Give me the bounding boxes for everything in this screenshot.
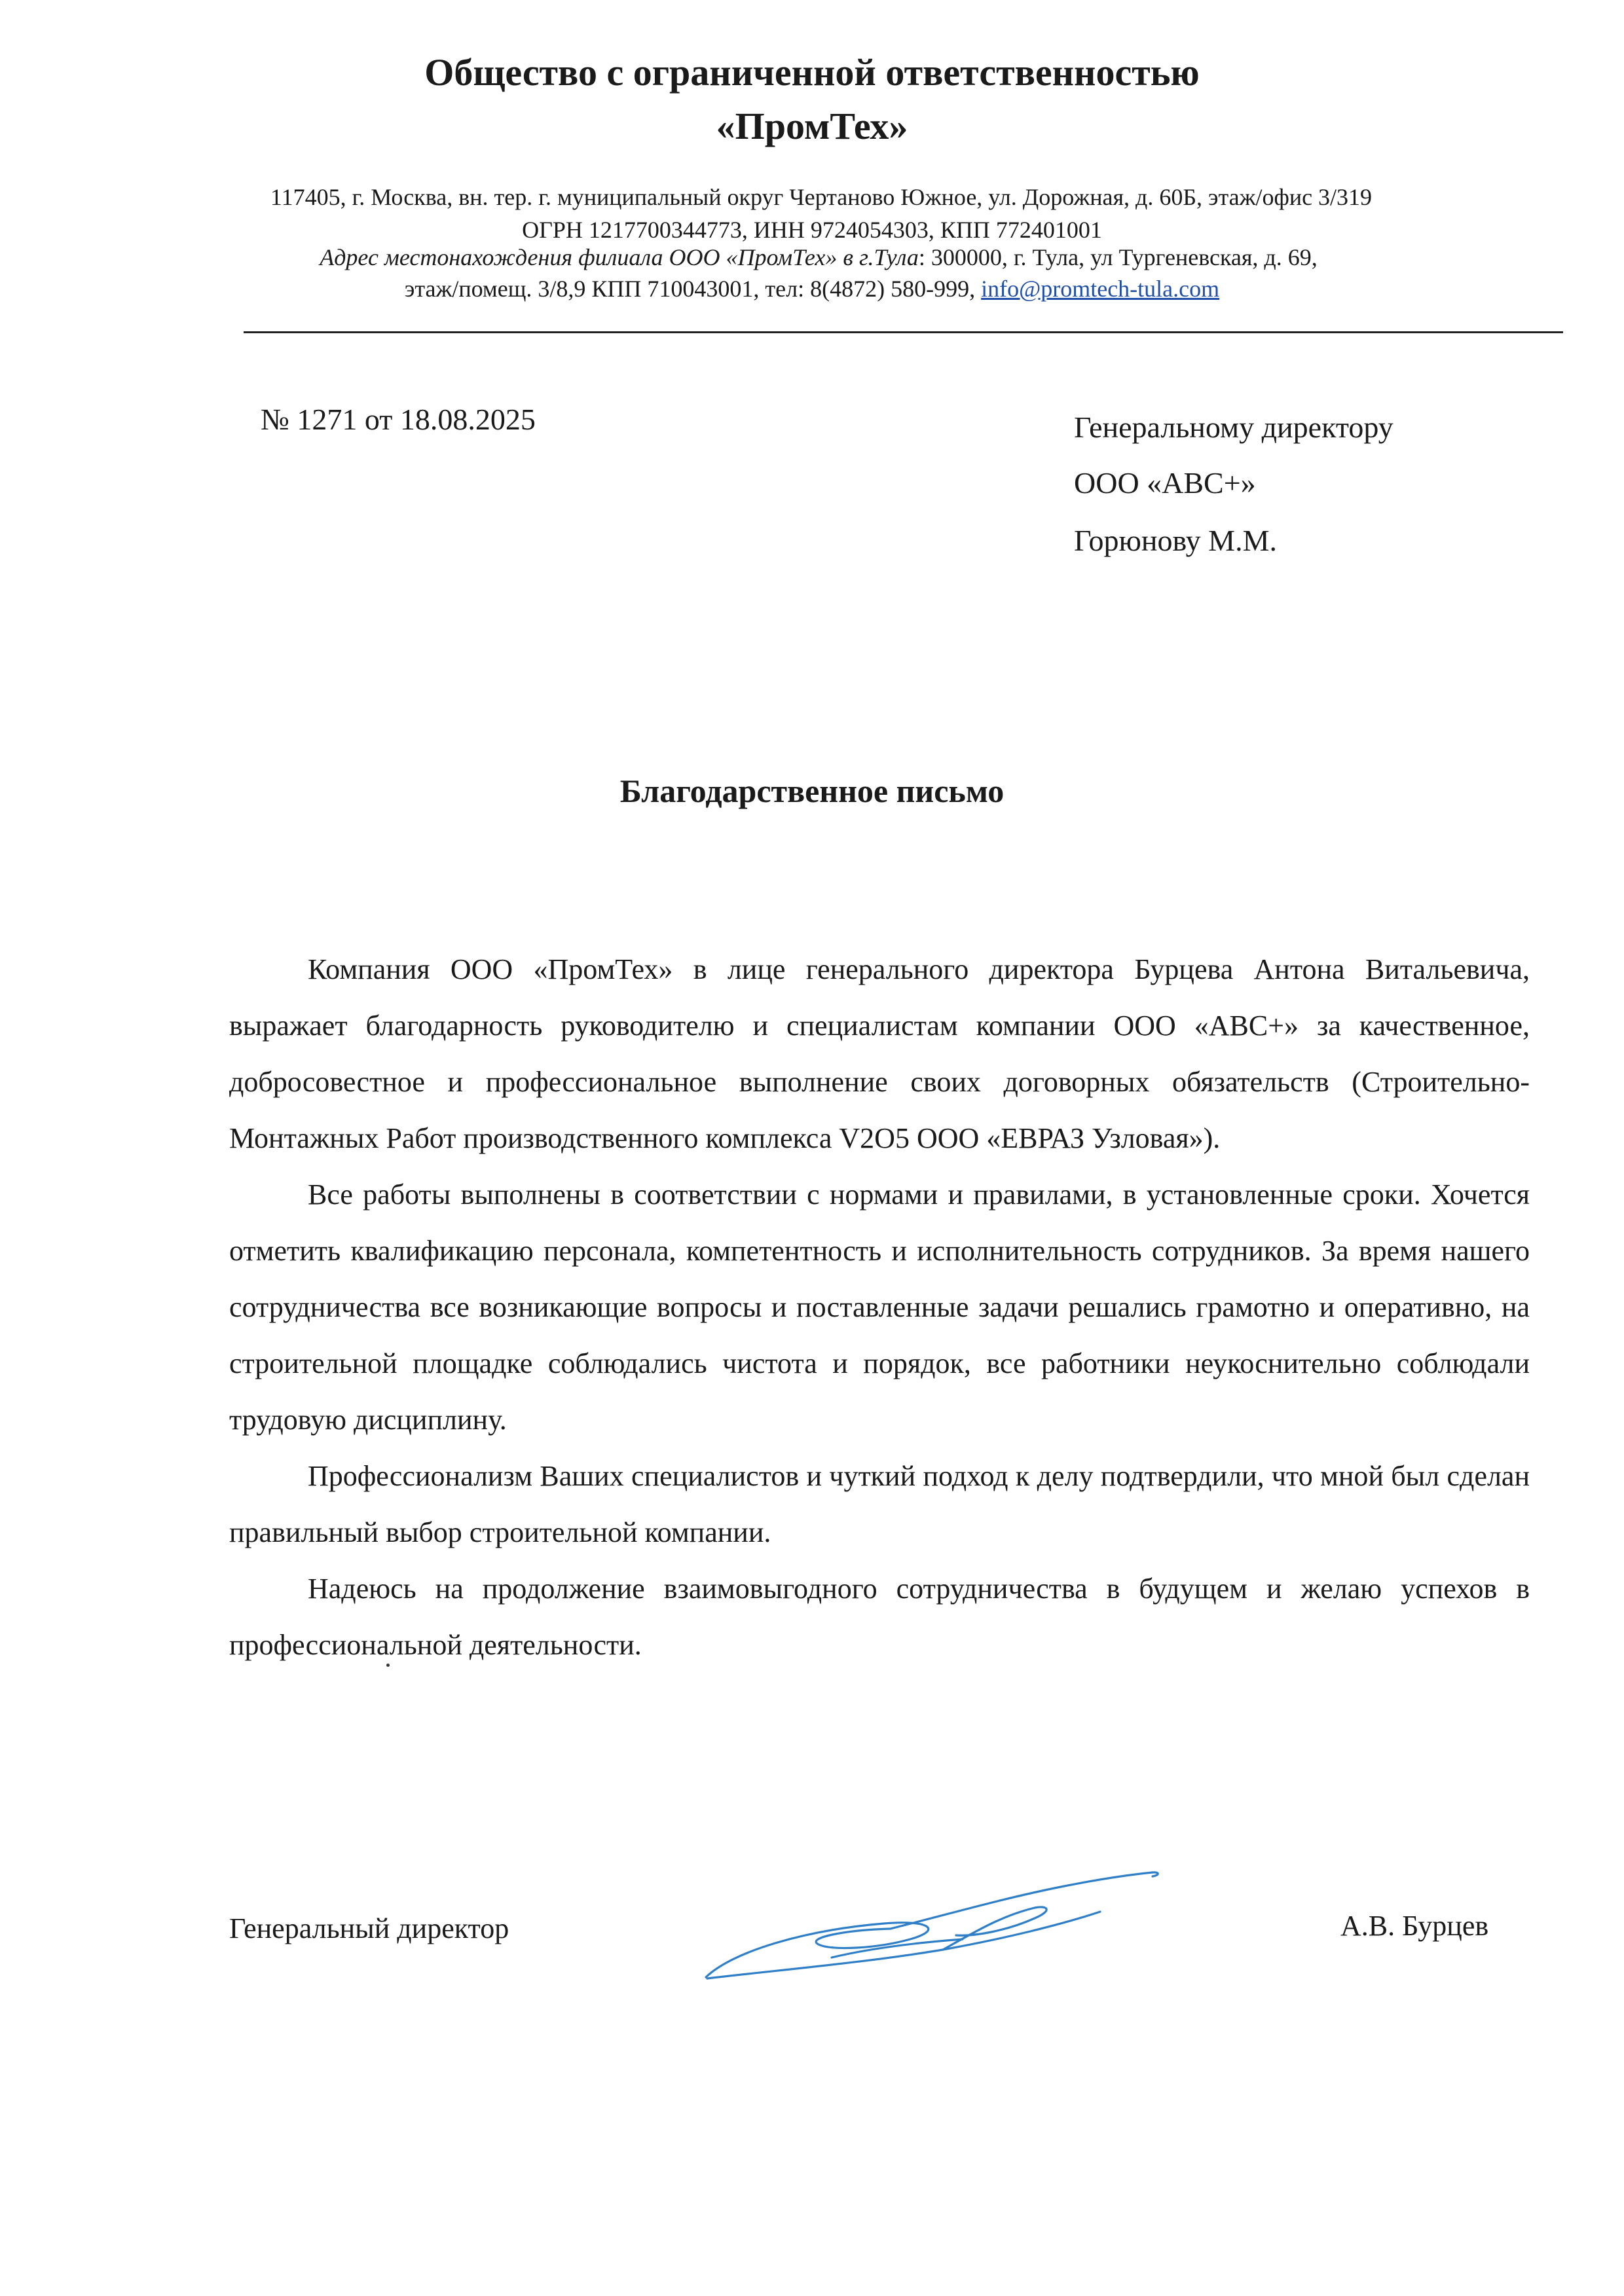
body-paragraph-2: Все работы выполнены в соответствии с нормами и правилами, в установленные сроки. Хочется отметить квалификацию персонала, компетентность и исполнительность сотрудников. За время нашего сотрудничества все возникающие вопросы и поставленные задачи решались грамотно и оперативно, на строительной площадке соблюдались чистота и порядок, все работники неукоснительно соблюдали трудовую дисциплину. [229, 1178, 1530, 1436]
stray-mark [386, 1664, 390, 1667]
requisites-contacts [0, 275, 1624, 303]
handwritten-signature [694, 1853, 1166, 1990]
addressee-company: ООО «АВС+» [1074, 466, 1256, 500]
addressee-position: Генеральному директору [1074, 410, 1393, 444]
requisites-registration: ОГРН 1217700344773, ИНН 9724054303, КПП 772401001 [522, 217, 1102, 243]
email-link[interactable]: info@promtech-tula.com [981, 276, 1220, 302]
branch-label: Адрес местонахождения филиала ООО «ПромТех» в г.Тула [320, 244, 919, 270]
body-paragraph-1: Компания ООО «ПромТех» в лице генерального директора Бурцева Антона Витальевича, выражает благодарность руководителю и специалистам компании ООО «АВС+» за качественное, добросовестное и профессиональное выполнение своих договорных обязательств (Строительно-Монтажных Работ производственного комплекса V2O5 ООО «ЕВРАЗ Узловая»). [229, 953, 1530, 1154]
body-paragraph-4: Надеюсь на продолжение взаимовыгодного сотрудничества в будущем и желаю успехов в профессиональной деятельности. [229, 1573, 1530, 1661]
letter-body [229, 941, 1530, 1673]
requisites-address: 117405, г. Москва, вн. тер. г. муниципальный округ Чертаново Южное, ул. Дорожная, д. 60Б, этаж/офис 3/319 [270, 184, 1373, 210]
letter-number: № 1271 от 18.08.2025 [261, 403, 536, 436]
signatory-position: Генеральный директор [229, 1912, 509, 1944]
document-title: Благодарственное письмо [619, 773, 1005, 809]
addressee-name: Горюнову М.М. [1074, 524, 1277, 557]
body-paragraph-3: Профессионализм Ваших специалистов и чуткий подход к делу подтвердили, что мной был сделан правильный выбор строительной компании. [229, 1460, 1530, 1548]
requisites-branch [7, 244, 1624, 272]
signatory-name: А.В. Бурцев [1340, 1910, 1489, 1942]
organization-name: Общество с ограниченной ответственностью [424, 51, 1200, 94]
branch-address: : 300000, г. Тула, ул Тургеневская, д. 69, [918, 244, 1318, 270]
header-divider [244, 331, 1563, 333]
organization-short-name: «ПромТех» [716, 105, 908, 147]
branch-contacts: этаж/помещ. 3/8,9 КПП 710043001, тел: 8(4872) 580-999, [404, 276, 982, 302]
